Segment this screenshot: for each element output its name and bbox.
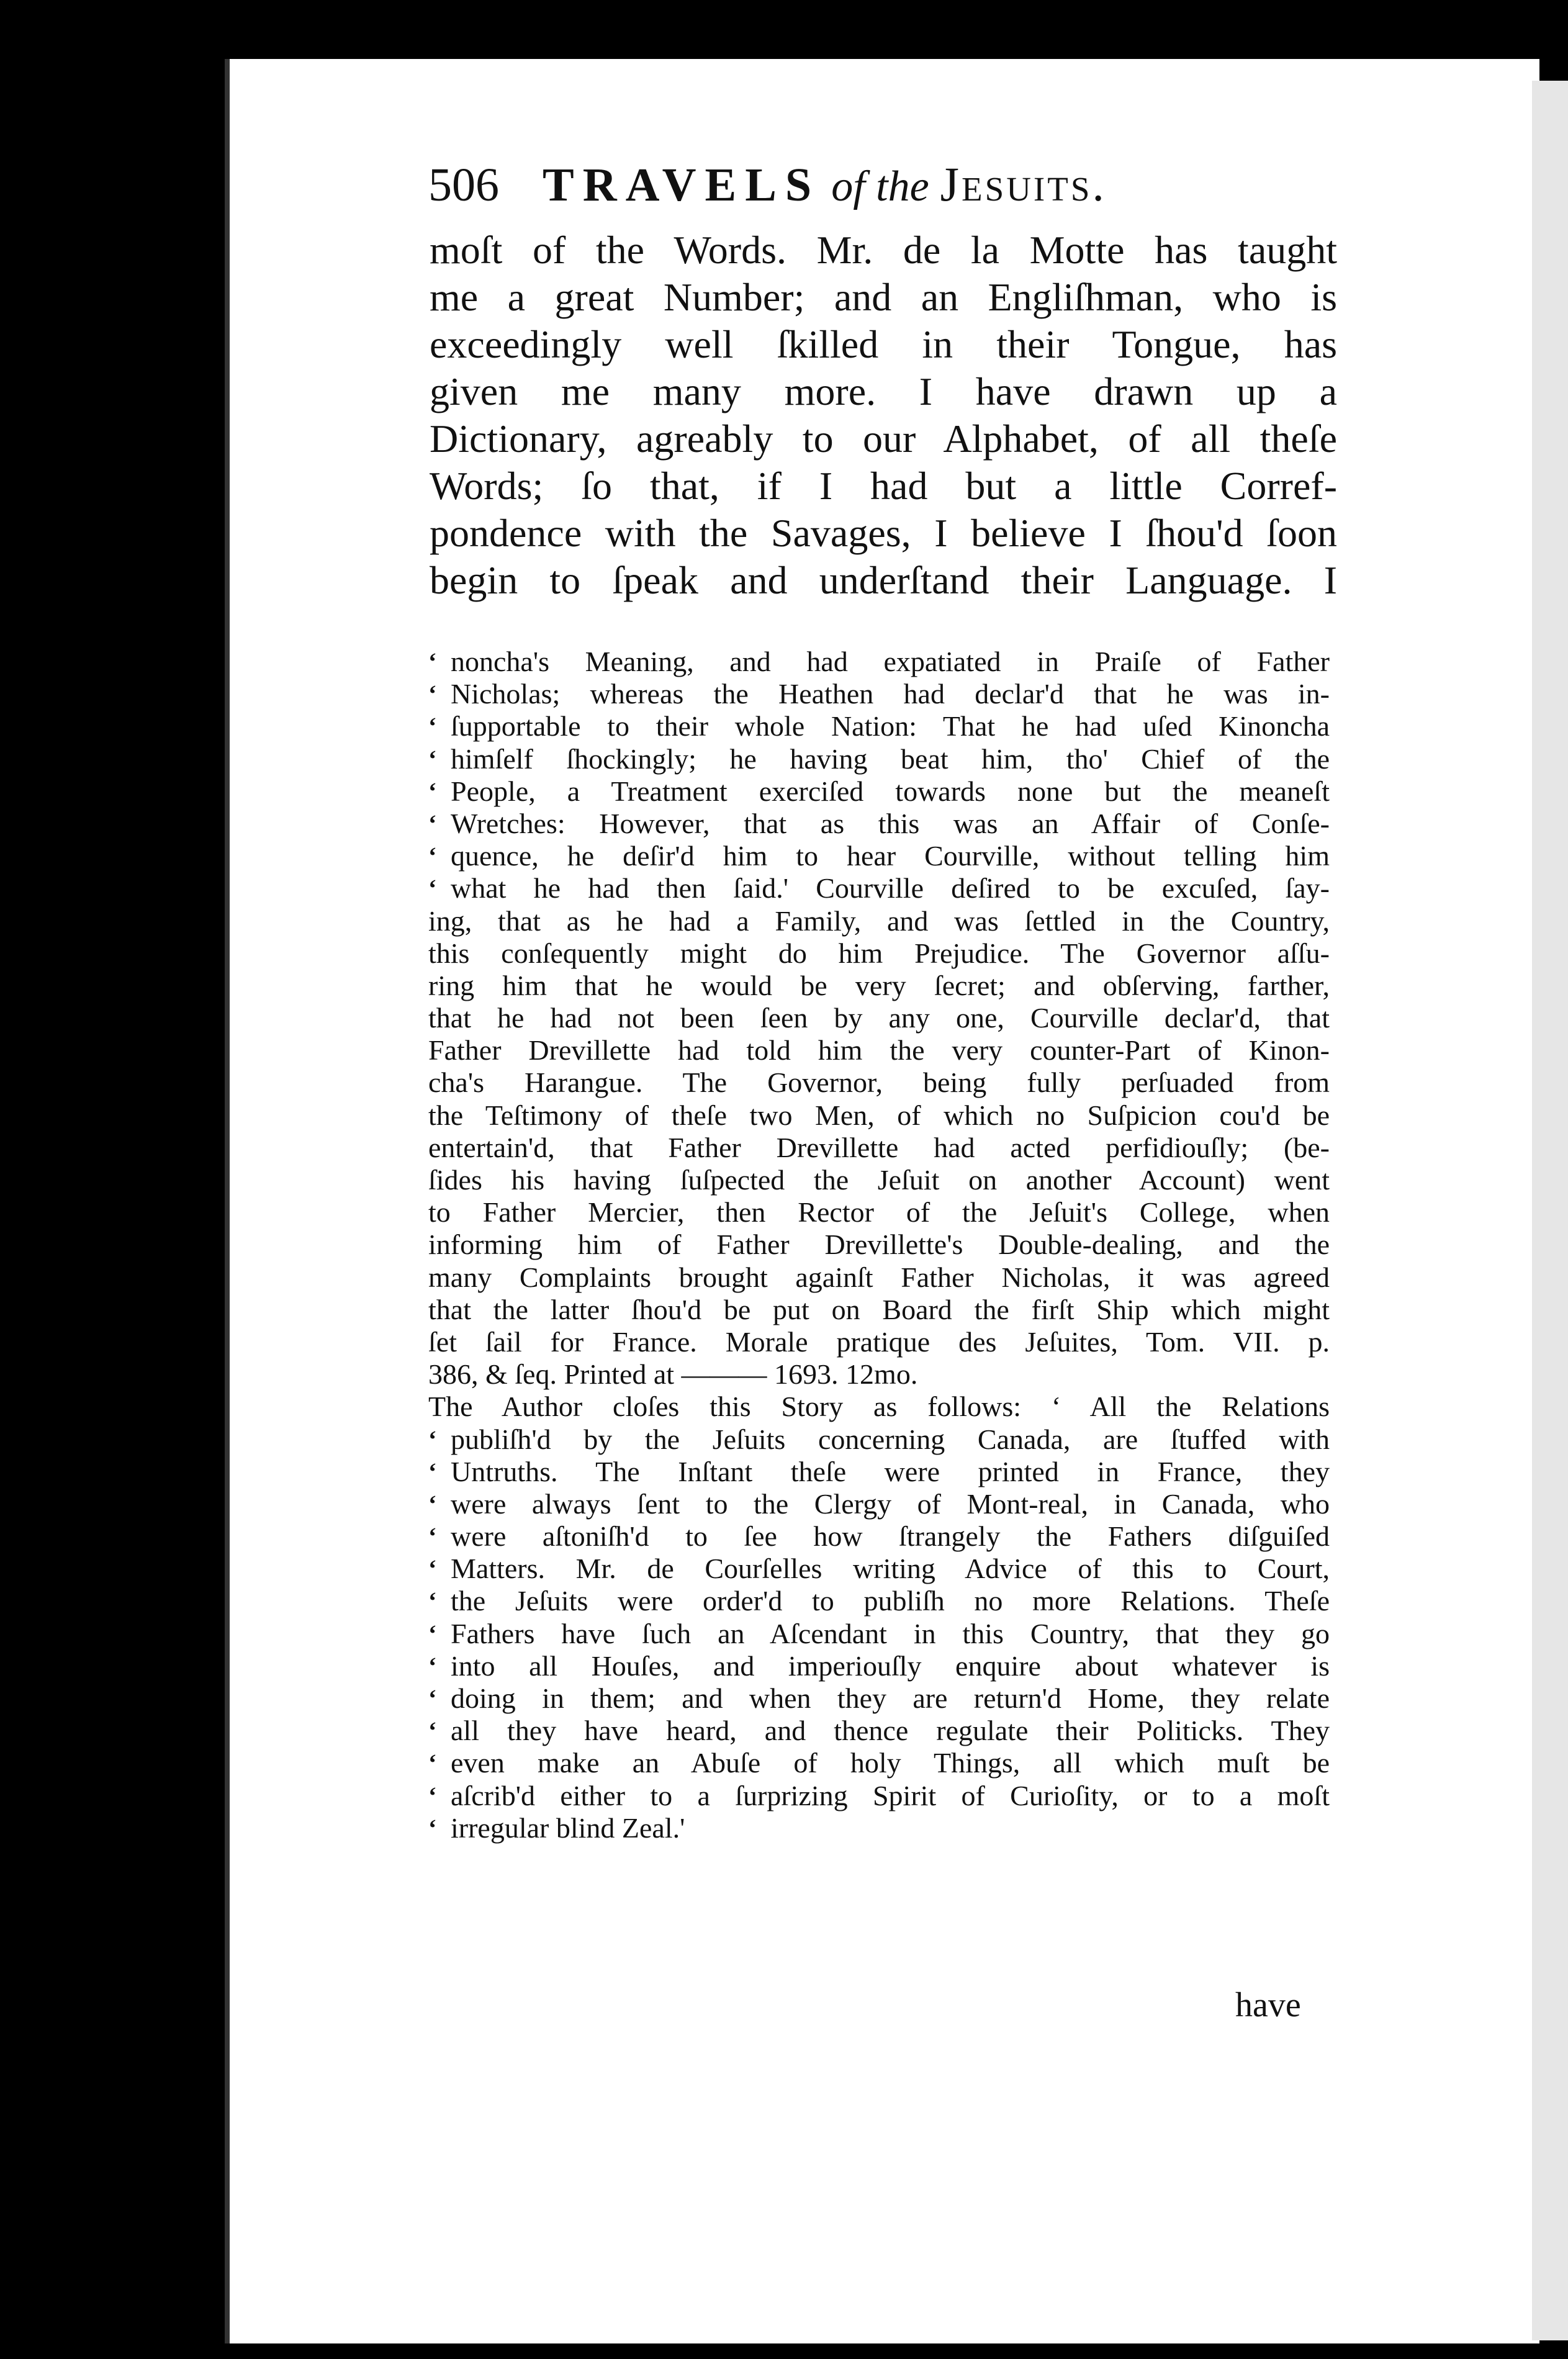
note-line: the Teſtimony of theſe two Men, of which no Suſpicion cou'd be	[428, 1099, 1330, 1131]
note-line: that he had not been ſeen by any one, Courville declar'd, that	[428, 1002, 1330, 1034]
note-line: ‘ into all Houſes, and imperiouſly enquire about whatever is	[428, 1650, 1330, 1682]
note-line: ‘ were always ſent to the Clergy of Mont-real, in Canada, who	[428, 1488, 1330, 1520]
note-line: ‘ were aſtoniſh'd to ſee how ſtrangely the Fathers diſguiſed	[428, 1520, 1330, 1553]
note-line: ſet ſail for France. Morale pratique des Jeſuites, Tom. VII. p.	[428, 1325, 1330, 1358]
note-line: ‘ himſelf ſhockingly; he having beat him, tho' Chief of the	[428, 743, 1330, 775]
note-line: entertain'd, that Father Drevillette had acted perfidiouſly; (be-	[428, 1131, 1330, 1163]
note-line: ‘ publiſh'd by the Jeſuits concerning Canada, are ſtuffed with	[428, 1423, 1330, 1456]
note-line: ‘ Untruths. The Inſtant theſe were printed in France, they	[428, 1456, 1330, 1488]
note-line: ‘ what he had then ſaid.' Courville deſired to be excuſed, ſay-	[428, 872, 1330, 904]
note-line: ‘ all they have heard, and thence regulate their Politicks. They	[428, 1715, 1330, 1747]
note-line: ring him that he would be very ſecret; and obſerving, farther,	[428, 969, 1330, 1001]
note-line: ‘ People, a Treatment exerciſed towards none but the meaneſt	[428, 775, 1330, 808]
note-line: ‘ noncha's Meaning, and had expatiated in Praiſe of Father	[428, 646, 1330, 678]
note-line: ‘ even make an Abuſe of holy Things, all which muſt be	[428, 1747, 1330, 1779]
note-line: ſides his having ſuſpected the Jeſuit on another Account) went	[428, 1164, 1330, 1196]
note-line: informing him of Father Drevillette's Double-dealing, and the	[428, 1229, 1330, 1261]
page-number: 506	[428, 159, 499, 211]
text-line: pondence with the Savages, I believe I ſhou'd ſoon	[430, 511, 1337, 555]
note-line: ‘ ſupportable to their whole Nation: That he had uſed Kinoncha	[428, 710, 1330, 742]
note-line: this conſequently might do him Prejudice. The Governor aſſu-	[428, 937, 1330, 969]
note-line: Father Drevillette had told him the very counter-Part of Kinon-	[428, 1034, 1330, 1067]
text-line: begin to ſpeak and underſtand their Language. I	[430, 558, 1337, 602]
note-line: ‘ Matters. Mr. de Courſelles writing Advice of this to Court,	[428, 1553, 1330, 1585]
catchword: have	[1235, 1986, 1301, 2024]
note-line: ‘ aſcrib'd either to a ſurprizing Spirit of Curioſity, or to a moſt	[428, 1780, 1330, 1812]
text-line: moſt of the Words. Mr. de la Motte has taught	[430, 228, 1337, 272]
footnote-block	[428, 646, 1330, 1844]
note-line: many Complaints brought againſt Father Nicholas, it was agreed	[428, 1261, 1330, 1293]
note-line: ‘ the Jeſuits were order'd to publiſh no more Relations. Theſe	[428, 1585, 1330, 1617]
facing-page-edge	[1532, 81, 1568, 2340]
note-line: ‘ irregular blind Zeal.'	[428, 1812, 1330, 1844]
note-line: ‘ Fathers have ſuch an Aſcendant in this Country, that they go	[428, 1618, 1330, 1650]
note-line: The Author cloſes this Story as follows: ‘ All the Relations	[428, 1391, 1330, 1423]
running-title-smallcaps: Jesuits.	[940, 157, 1107, 211]
running-title-italic: of the	[831, 163, 929, 210]
note-line: that the latter ſhou'd be put on Board the firſt Ship which might	[428, 1293, 1330, 1325]
running-title-caps: TRAVELS	[543, 159, 821, 211]
note-line: ing, that as he had a Family, and was ſettled in the Country,	[428, 904, 1330, 937]
text-line: Words; ſo that, if I had but a little Corref-	[430, 464, 1337, 508]
text-line: Dictionary, agreably to our Alphabet, of all theſe	[430, 417, 1337, 461]
note-line: ‘ doing in them; and when they are return'd Home, they relate	[428, 1682, 1330, 1715]
note-line: 386, & ſeq. Printed at ——— 1693. 12mo.	[428, 1358, 918, 1391]
note-line: ‘ Nicholas; whereas the Heathen had declar'd that he was in-	[428, 678, 1330, 710]
text-line: given me many more. I have drawn up a	[430, 369, 1337, 413]
note-line: ‘ Wretches: However, that as this was an Affair of Conſe-	[428, 808, 1330, 840]
main-text-block	[430, 227, 1337, 604]
text-line: exceedingly well ſkilled in their Tongue, has	[430, 322, 1337, 366]
note-line: ‘ quence, he deſir'd him to hear Courville, without telling him	[428, 840, 1330, 872]
text-line: me a great Number; and an Engliſhman, who is	[430, 275, 1337, 319]
running-header	[428, 157, 1328, 211]
note-line: to Father Mercier, then Rector of the Jeſuit's College, when	[428, 1196, 1330, 1229]
note-line: cha's Harangue. The Governor, being fully perſuaded from	[428, 1067, 1330, 1099]
